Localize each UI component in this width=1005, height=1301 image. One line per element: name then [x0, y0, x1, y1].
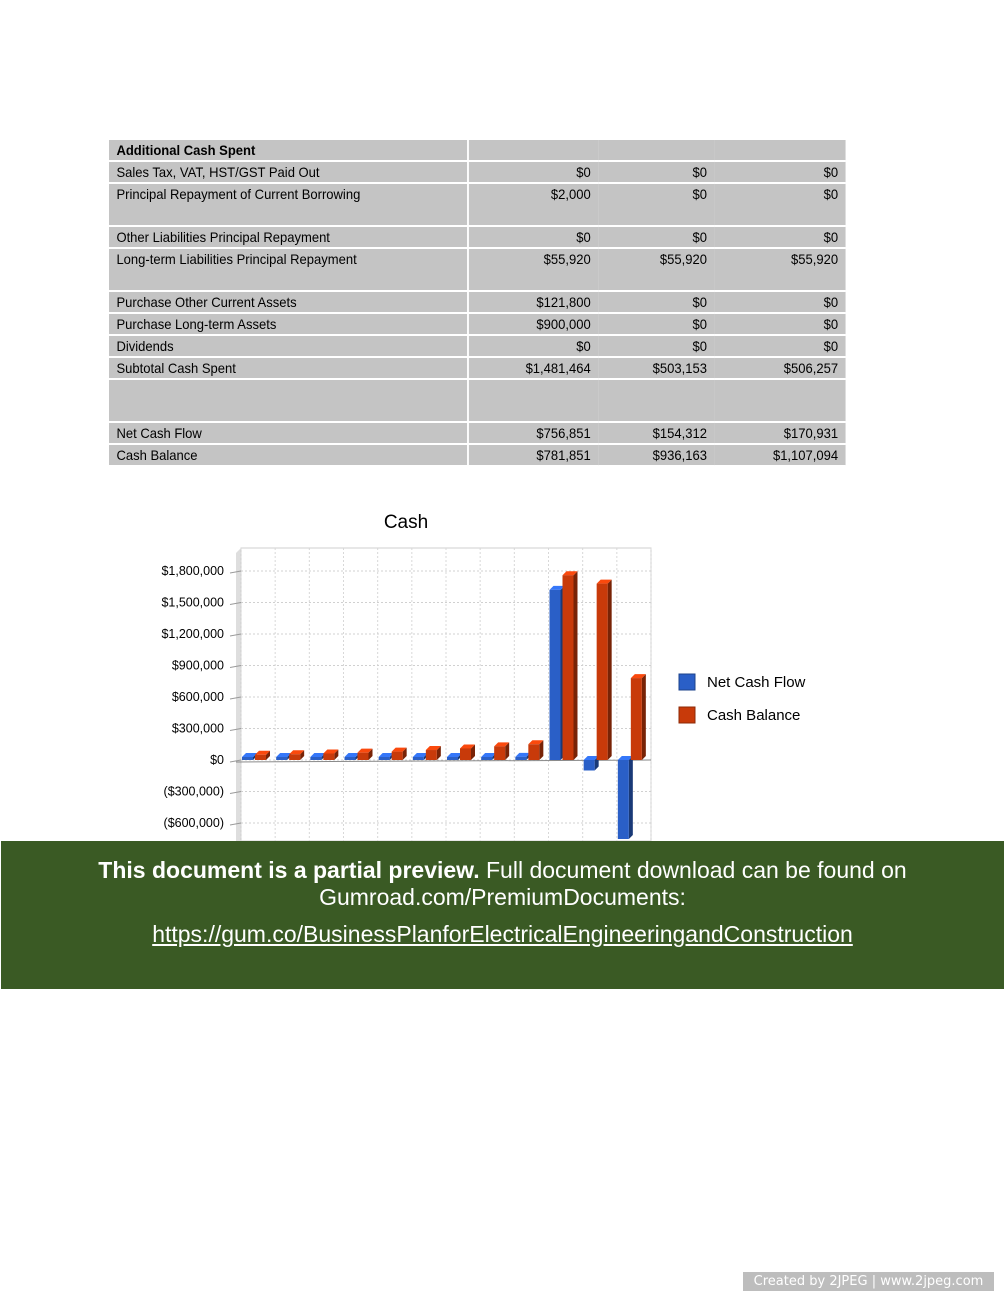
watermark-label: Created by 2JPEG | www.2jpeg.com — [743, 1272, 994, 1291]
row-value: $506,257 — [714, 357, 845, 379]
row-value: $1,481,464 — [468, 357, 598, 379]
bar-front — [618, 760, 629, 839]
row-value — [714, 140, 845, 161]
bar-front — [631, 678, 642, 760]
row-value: $55,920 — [598, 248, 714, 291]
row-value: $154,312 — [598, 422, 714, 444]
bar-cash-balance — [460, 744, 475, 760]
bar-front — [460, 748, 471, 760]
row-label: Dividends — [109, 335, 468, 357]
table-row — [109, 335, 846, 357]
bar-front — [447, 757, 458, 760]
row-label: Cash Balance — [109, 444, 468, 466]
banner-bold-text: This document is a partial preview. — [98, 857, 480, 883]
row-value: $0 — [714, 335, 845, 357]
bar-net-cash-flow — [584, 756, 599, 771]
chart-side-wall — [236, 548, 241, 841]
bar-front — [413, 757, 424, 760]
bar-front — [584, 760, 595, 771]
y-tick-label: $900,000 — [171, 658, 224, 673]
banner-line-1 — [1, 857, 1004, 884]
table-row — [109, 291, 846, 313]
row-label: Sales Tax, VAT, HST/GST Paid Out — [109, 161, 468, 183]
row-value: $0 — [714, 183, 845, 226]
row-value: $0 — [598, 291, 714, 313]
row-value: $936,163 — [598, 444, 714, 466]
preview-banner — [1, 841, 1004, 989]
table-row — [109, 422, 846, 444]
bar-front — [358, 753, 369, 760]
banner-rest-text: Full document download can be found on — [479, 857, 907, 883]
row-label: Long-term Liabilities Principal Repayment — [109, 248, 468, 291]
bar-net-cash-flow — [550, 586, 565, 760]
bar-front — [255, 755, 266, 760]
table-row — [109, 313, 846, 335]
row-label: Other Liabilities Principal Repayment — [109, 226, 468, 248]
legend-swatch — [679, 674, 695, 690]
y-tick-label: $600,000 — [171, 690, 224, 704]
row-value: $170,931 — [714, 422, 845, 444]
banner-line-2: Gumroad.com/PremiumDocuments: — [319, 884, 686, 910]
table-row — [109, 357, 846, 379]
row-value: $503,153 — [598, 357, 714, 379]
row-label: Net Cash Flow — [109, 422, 468, 444]
bar-cash-balance — [631, 674, 646, 760]
row-value: $55,920 — [468, 248, 598, 291]
row-label: Purchase Long-term Assets — [109, 313, 468, 335]
row-value: $0 — [468, 226, 598, 248]
row-value: $0 — [598, 161, 714, 183]
row-label — [109, 379, 468, 422]
bar-front — [481, 757, 492, 760]
row-value: $2,000 — [468, 183, 598, 226]
row-value: $121,800 — [468, 291, 598, 313]
bar-side — [574, 571, 578, 760]
row-value: $1,107,094 — [714, 444, 845, 466]
table-body — [109, 140, 846, 466]
cash-chart — [0, 500, 1005, 841]
y-tick-label: ($300,000) — [163, 784, 224, 799]
bar-front — [550, 590, 561, 760]
row-value — [598, 140, 714, 161]
table-row — [109, 444, 846, 466]
bar-front — [345, 757, 356, 760]
cash-spent-table — [109, 140, 846, 467]
y-tick-label: $1,800,000 — [161, 564, 224, 578]
bar-front — [494, 746, 505, 760]
bar-cash-balance — [528, 740, 543, 760]
y-tick-label: $300,000 — [171, 721, 224, 736]
table-row — [109, 140, 846, 161]
legend-label: Cash Balance — [707, 707, 801, 724]
row-value: $756,851 — [468, 422, 598, 444]
row-value: $0 — [598, 226, 714, 248]
bar-side — [642, 674, 646, 760]
row-value: $0 — [598, 335, 714, 357]
row-label: Principal Repayment of Current Borrowing — [109, 183, 468, 226]
row-value: $0 — [714, 291, 845, 313]
row-label: Purchase Other Current Assets — [109, 291, 468, 313]
row-value: $55,920 — [714, 248, 845, 291]
table-row — [109, 379, 846, 422]
bar-cash-balance — [392, 748, 407, 760]
legend-label: Net Cash Flow — [707, 674, 806, 691]
row-value: $0 — [468, 161, 598, 183]
row-value: $0 — [714, 226, 845, 248]
bar-front — [515, 757, 526, 760]
bar-side — [608, 580, 612, 760]
row-value: $0 — [714, 161, 845, 183]
bar-front — [276, 757, 287, 760]
row-value — [598, 379, 714, 422]
row-value — [468, 379, 598, 422]
y-tick-label: ($600,000) — [163, 816, 224, 830]
table-row — [109, 248, 846, 291]
bar-front — [426, 750, 437, 760]
bar-front — [323, 753, 334, 760]
bar-net-cash-flow — [618, 756, 633, 839]
bar-front — [597, 584, 608, 760]
row-label: Additional Cash Spent — [109, 140, 468, 161]
row-value: $0 — [598, 183, 714, 226]
y-tick-label: $1,200,000 — [161, 627, 224, 641]
row-value — [468, 140, 598, 161]
y-tick-label: $0 — [210, 753, 224, 767]
bar-front — [563, 575, 574, 760]
legend-swatch — [679, 707, 695, 723]
bar-cash-balance — [597, 580, 612, 760]
bar-front — [379, 757, 390, 760]
bar-front — [528, 744, 539, 760]
table-row — [109, 183, 846, 226]
row-value: $0 — [714, 313, 845, 335]
bar-front — [392, 752, 403, 760]
chart-title: Cash — [383, 512, 429, 533]
row-value: $0 — [598, 313, 714, 335]
bar-cash-balance — [426, 746, 441, 760]
download-link[interactable]: https://gum.co/BusinessPlanforElectricalEngineeringandConstruction — [152, 921, 853, 947]
table-row — [109, 226, 846, 248]
bar-cash-balance — [494, 742, 509, 760]
row-value — [714, 379, 845, 422]
row-value: $900,000 — [468, 313, 598, 335]
bar-front — [242, 757, 253, 760]
bar-cash-balance — [563, 571, 578, 760]
row-value: $781,851 — [468, 444, 598, 466]
table-row — [109, 161, 846, 183]
bar-side — [629, 756, 633, 839]
bar-front — [289, 754, 300, 760]
y-tick-label: $1,500,000 — [161, 595, 224, 610]
row-value: $0 — [468, 335, 598, 357]
row-label: Subtotal Cash Spent — [109, 357, 468, 379]
bar-front — [310, 757, 321, 760]
